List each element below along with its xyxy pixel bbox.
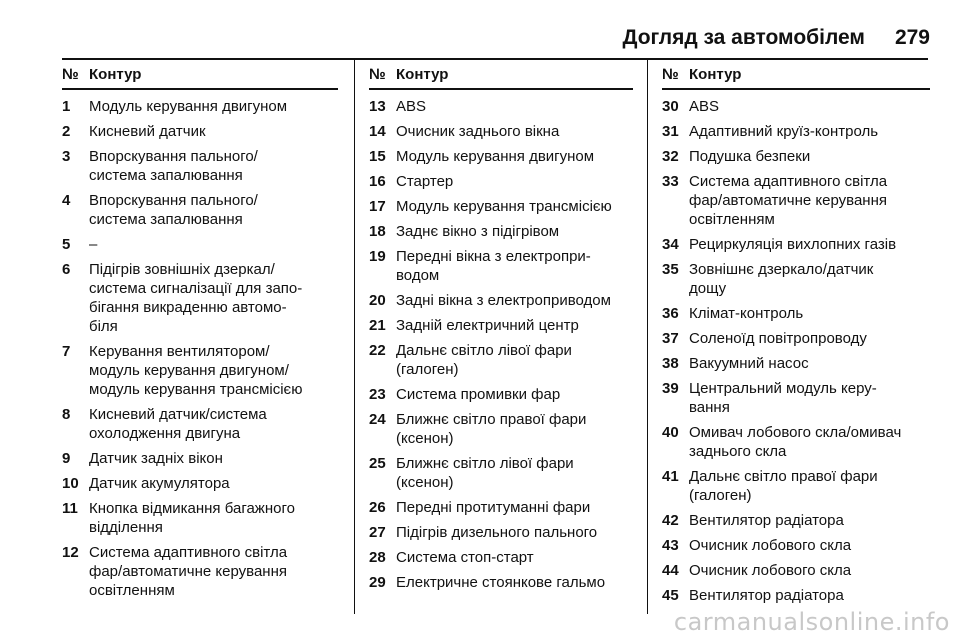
fuse-row xyxy=(369,385,633,404)
circuit-name: Електричне стоянкове гальмо xyxy=(396,574,606,591)
circuit-name: Клімат-контроль xyxy=(689,305,804,322)
fuse-row xyxy=(369,573,633,592)
fuse-number: 3 xyxy=(62,148,71,165)
fuse-row xyxy=(62,449,338,468)
circuit-name: Ближнє світло лівої фари (ксенон) xyxy=(396,455,574,491)
circuit-name: Модуль керування трансмісією xyxy=(396,198,612,215)
circuit-name: Адаптивний круїз-контроль xyxy=(689,123,879,140)
circuit-name: Подушка безпеки xyxy=(689,148,811,165)
fuse-row xyxy=(662,147,930,166)
circuit-name: Вентилятор радіатора xyxy=(689,512,844,529)
circuit-name: Омивач лобового скла/омивач заднього скла xyxy=(689,424,902,460)
fuse-number: 43 xyxy=(662,537,679,554)
fuse-row xyxy=(62,147,338,185)
circuit-name: ABS xyxy=(396,98,427,115)
fuse-row xyxy=(662,561,930,580)
fuse-row xyxy=(662,586,930,605)
page-number: 279 xyxy=(894,26,930,49)
fuse-row xyxy=(662,172,930,229)
fuse-number: 22 xyxy=(369,342,386,359)
circuit-name: ABS xyxy=(689,98,720,115)
fuse-number: 38 xyxy=(662,355,679,372)
fuse-row xyxy=(62,405,338,443)
page-header xyxy=(62,20,930,56)
circuit-name: Дальнє світло правої фари (галоген) xyxy=(689,468,878,504)
fuse-number: 6 xyxy=(62,261,71,278)
circuit-name: Очисник лобового скла xyxy=(689,537,852,554)
circuit-name: Датчик задніх вікон xyxy=(89,450,223,467)
circuit-name: Вакуумний насос xyxy=(689,355,809,372)
fuse-row xyxy=(662,379,930,417)
circuit-name: Модуль керування двигуном xyxy=(89,98,288,115)
fuse-number: 19 xyxy=(369,248,386,265)
circuit-name: – xyxy=(89,236,98,253)
circuit-name: Система промивки фар xyxy=(396,386,561,403)
circuit-name: Стартер xyxy=(396,173,454,190)
fuse-row xyxy=(62,191,338,229)
circuit-name: Заднє вікно з підігрівом xyxy=(396,223,560,240)
fuse-row xyxy=(369,523,633,542)
fuse-number: 28 xyxy=(369,549,386,566)
circuit-name: Вентилятор радіатора xyxy=(689,587,844,604)
page-title: Догляд за автомобілем xyxy=(622,26,865,49)
fuse-row xyxy=(62,499,338,537)
fuse-row xyxy=(662,97,930,116)
fuse-number: 42 xyxy=(662,512,679,529)
fuse-number: 40 xyxy=(662,424,679,441)
fuse-number: 35 xyxy=(662,261,679,278)
column-header xyxy=(662,62,930,90)
fuse-table-column-3 xyxy=(662,62,930,605)
circuit-name: Зовнішнє дзеркало/датчик дощу xyxy=(689,261,874,297)
fuse-number: 25 xyxy=(369,455,386,472)
column-header-label: Контур xyxy=(689,66,742,83)
circuit-name: Підігрів зовнішніх дзеркал/ система сигналізації для запо- бігання викраденню автомо- біля xyxy=(89,261,303,335)
fuse-row xyxy=(662,260,930,298)
fuse-row xyxy=(662,304,930,323)
fuse-row xyxy=(662,354,930,373)
fuse-number: 20 xyxy=(369,292,386,309)
fuse-row xyxy=(662,423,930,461)
fuse-number: 4 xyxy=(62,192,71,209)
header-divider xyxy=(62,58,928,60)
fuse-number: 9 xyxy=(62,450,71,467)
fuse-row xyxy=(62,235,338,254)
column-header-label: Контур xyxy=(89,66,142,83)
fuse-number: 17 xyxy=(369,198,386,215)
circuit-name: Центральний модуль керу- вання xyxy=(689,380,877,416)
circuit-name: Впорскування пального/ система запалювання xyxy=(89,192,258,228)
fuse-number: 18 xyxy=(369,223,386,240)
column-header-number: № xyxy=(662,66,679,83)
column-header-number: № xyxy=(369,66,386,83)
fuse-row xyxy=(369,147,633,166)
fuse-row xyxy=(369,410,633,448)
circuit-name: Кисневий датчик/система охолодження двигуна xyxy=(89,406,267,442)
circuit-name: Кисневий датчик xyxy=(89,123,206,140)
fuse-row xyxy=(369,316,633,335)
fuse-row xyxy=(369,172,633,191)
fuse-number: 31 xyxy=(662,123,679,140)
circuit-name: Очисник заднього вікна xyxy=(396,123,560,140)
circuit-name: Дальнє світло лівої фари (галоген) xyxy=(396,342,572,378)
fuse-number: 7 xyxy=(62,343,71,360)
column-header-label: Контур xyxy=(396,66,449,83)
fuse-number: 16 xyxy=(369,173,386,190)
column-header xyxy=(62,62,338,90)
fuse-row xyxy=(662,235,930,254)
fuse-row xyxy=(662,511,930,530)
fuse-number: 36 xyxy=(662,305,679,322)
fuse-number: 24 xyxy=(369,411,386,428)
circuit-name: Передні вікна з електропри- водом xyxy=(396,248,591,284)
fuse-number: 14 xyxy=(369,123,386,140)
circuit-name: Очисник лобового скла xyxy=(689,562,852,579)
fuse-row xyxy=(369,97,633,116)
fuse-number: 10 xyxy=(62,475,79,492)
column-divider xyxy=(354,60,355,614)
fuse-number: 13 xyxy=(369,98,386,115)
circuit-name: Кнопка відмикання багажного відділення xyxy=(89,500,295,536)
fuse-number: 8 xyxy=(62,406,71,423)
circuit-name: Впорскування пального/ система запалювання xyxy=(89,148,258,184)
circuit-name: Система стоп-старт xyxy=(396,549,534,566)
circuit-name: Ближнє світло правої фари (ксенон) xyxy=(396,411,587,447)
fuse-row xyxy=(369,341,633,379)
fuse-number: 45 xyxy=(662,587,679,604)
circuit-name: Передні протитуманні фари xyxy=(396,499,591,516)
fuse-number: 21 xyxy=(369,317,386,334)
fuse-number: 30 xyxy=(662,98,679,115)
watermark: carmanualsonline.info xyxy=(673,608,950,636)
fuse-row xyxy=(369,197,633,216)
fuse-number: 41 xyxy=(662,468,679,485)
fuse-row xyxy=(62,342,338,399)
fuse-row xyxy=(62,122,338,141)
fuse-number: 15 xyxy=(369,148,386,165)
fuse-number: 32 xyxy=(662,148,679,165)
fuse-number: 11 xyxy=(62,500,78,517)
fuse-list xyxy=(62,97,338,600)
fuse-row xyxy=(369,291,633,310)
fuse-number: 12 xyxy=(62,544,79,561)
fuse-number: 44 xyxy=(662,562,679,579)
fuse-row xyxy=(369,548,633,567)
circuit-name: Модуль керування двигуном xyxy=(396,148,595,165)
circuit-name: Керування вентилятором/ модуль керування двигуном/ модуль керування трансмісією xyxy=(89,343,303,398)
circuit-name: Датчик акумулятора xyxy=(89,475,230,492)
column-header-number: № xyxy=(62,66,79,83)
fuse-row xyxy=(662,536,930,555)
fuse-table-column-2 xyxy=(369,62,633,592)
fuse-number: 23 xyxy=(369,386,386,403)
fuse-row xyxy=(62,543,338,600)
fuse-number: 39 xyxy=(662,380,679,397)
fuse-row xyxy=(62,97,338,116)
fuse-row xyxy=(369,454,633,492)
circuit-name: Задній електричний центр xyxy=(396,317,579,334)
fuse-number: 37 xyxy=(662,330,679,347)
fuse-row xyxy=(369,122,633,141)
fuse-list xyxy=(662,97,930,605)
column-divider xyxy=(647,60,648,614)
circuit-name: Система адаптивного світла фар/автоматичне керування освітленням xyxy=(89,544,288,599)
fuse-row xyxy=(662,329,930,348)
fuse-row xyxy=(62,260,338,336)
fuse-number: 27 xyxy=(369,524,386,541)
circuit-name: Рециркуляція вихлопних газів xyxy=(689,236,897,253)
fuse-number: 29 xyxy=(369,574,386,591)
fuse-row xyxy=(662,122,930,141)
circuit-name: Система адаптивного світла фар/автоматичне керування освітленням xyxy=(689,173,888,228)
circuit-name: Задні вікна з електроприводом xyxy=(396,292,611,309)
fuse-row xyxy=(662,467,930,505)
fuse-list xyxy=(369,97,633,592)
fuse-number: 5 xyxy=(62,236,71,253)
fuse-number: 26 xyxy=(369,499,386,516)
circuit-name: Соленоїд повітропроводу xyxy=(689,330,867,347)
column-header xyxy=(369,62,633,90)
fuse-row xyxy=(369,222,633,241)
fuse-row xyxy=(369,247,633,285)
circuit-name: Підігрів дизельного пального xyxy=(396,524,598,541)
fuse-number: 2 xyxy=(62,123,71,140)
fuse-row xyxy=(369,498,633,517)
fuse-number: 1 xyxy=(62,98,71,115)
fuse-number: 34 xyxy=(662,236,679,253)
fuse-row xyxy=(62,474,338,493)
fuse-number: 33 xyxy=(662,173,679,190)
fuse-table-column-1 xyxy=(62,62,338,600)
